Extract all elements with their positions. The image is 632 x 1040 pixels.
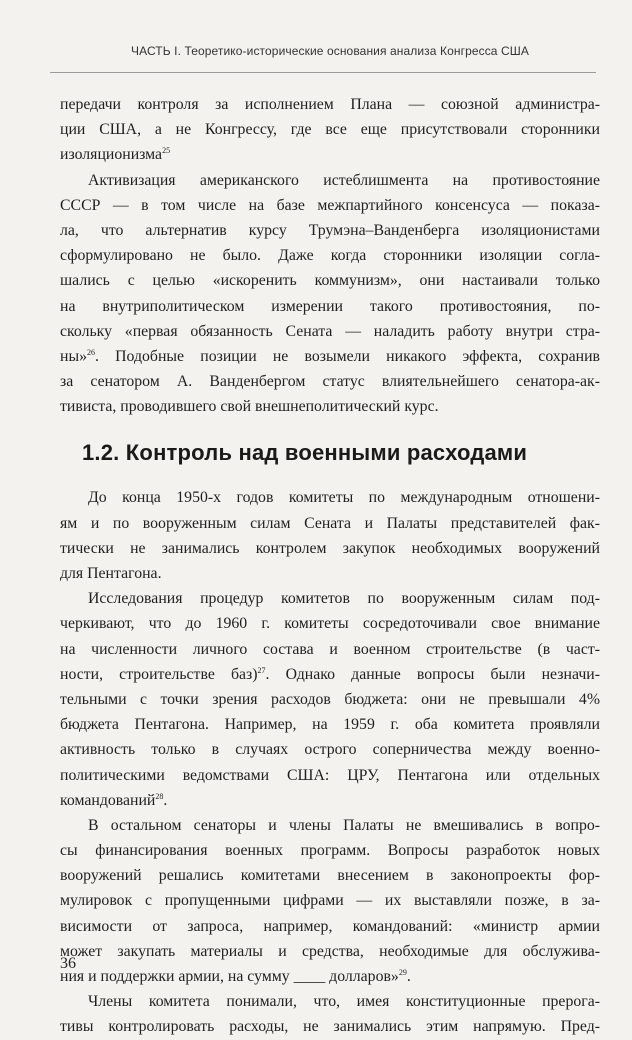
footnote-ref: 29: [398, 968, 407, 977]
text-line: тельными с точки зрения расходов бюджета: они не превышали 4%: [60, 690, 600, 708]
header-rule: [50, 72, 596, 73]
text-line: СССР — в том числе на базе межпартийного консенсуса — показа-: [60, 196, 600, 214]
text-line: вооружений решались комитетами внесением в законопроекты фор-: [60, 867, 600, 885]
text-line: [60, 344, 600, 369]
paragraph: [60, 813, 600, 989]
text-line: ям и по вооруженным силам Сената и Палаты представителей фак-: [60, 514, 600, 532]
paragraph: [60, 989, 600, 1039]
line-text: . Однако данные вопросы были незначи-: [265, 665, 600, 683]
text-line: ции США, а не Конгрессу, где все еще присутствовали сторонники: [60, 121, 600, 139]
text-line: ла, что альтернатив курсу Трумэна–Ванденберга изоляционистами: [60, 221, 600, 239]
page-number: 36: [60, 955, 76, 972]
text-line: тивиста, проводившего свой внешнеполитический курс.: [60, 398, 439, 416]
text-line: [60, 142, 600, 167]
text-line: шались с целью «искоренить коммунизм», они настаивали только: [60, 272, 600, 290]
text-line: тивы контролировать расходы, не занимались этим напрямую. Пред-: [60, 1018, 600, 1036]
text-line: на внутриполитическом измерении такого противостояния, по-: [60, 297, 600, 315]
footnote-ref: 26: [86, 347, 95, 357]
text-line: передачи контроля за исполнением Плана — союзной администра-: [60, 96, 600, 113]
text-line: В остальном сенаторы и члены Палаты не вмешивались в вопро-: [88, 816, 600, 834]
paragraph: [60, 168, 600, 420]
line-text: ния и поддержки армии, на сумму ____ долларов»: [60, 968, 399, 985]
text-line: Активизация американского истеблишмента на противостояние: [88, 171, 600, 189]
text-line: мулировок с пропущенными цифрами — их выставляли позже, в за-: [60, 892, 600, 910]
text-line: сы финансирования военных программ. Вопросы разработок новых: [60, 842, 600, 860]
text-line: сформулировано не было. Даже когда сторонники изоляции согла-: [60, 247, 600, 265]
footnote-ref: 25: [162, 146, 171, 156]
line-text: изоляционизма: [60, 146, 163, 164]
text-line: командований$^{28}$.: [60, 791, 168, 809]
text-line: политическими ведомствами США: ЦРУ, Пентагона или отдельных: [60, 766, 600, 784]
line-text: . Подобные позиции не возымели никакого эффекта, сохранив: [94, 347, 600, 365]
text-line: ния и поддержки армии, на сумму ____ долларов»$^{29}$.: [60, 968, 411, 985]
paragraph: [60, 485, 600, 586]
running-head: ЧАСТЬ I. Теоретико-исторические основания анализа Конгресса США: [131, 44, 529, 58]
footnote-ref: 28: [155, 791, 164, 801]
text-line: висимости от запроса, например, командований: «министр армии: [60, 917, 600, 935]
paragraph: [60, 586, 600, 813]
text-line: бюджета Пентагона. Например, на 1959 г. оба комитета проявляли: [60, 716, 600, 734]
text-line: активность только в случаях острого соперничества между военно-: [60, 741, 600, 759]
text-line: До конца 1950-х годов комитеты по международным отношени-: [88, 489, 600, 507]
page-body: [60, 92, 600, 1040]
footnote-ref: 27: [257, 665, 266, 675]
text-line: для Пентагона.: [60, 565, 162, 582]
line-text: ны»: [60, 347, 87, 365]
line-text: ности, строительстве баз): [60, 665, 258, 683]
text-line: скольку «первая обязанность Сената — наладить работу внутри стра-: [60, 322, 600, 340]
text-line: Члены комитета понимали, что, имея конституционные прерога-: [88, 993, 600, 1011]
text-line: за сенатором А. Ванденбергом статус влиятельнейшего сенатора-ак-: [60, 373, 600, 391]
text-line: [60, 662, 600, 687]
text-line: Исследования процедур комитетов по вооруженным силам под-: [88, 590, 600, 608]
section-heading: 1.2. Контроль над военными расходами: [82, 440, 528, 466]
text-line: тически не занимались контролем закупок необходимых вооружений: [60, 539, 600, 557]
text-line: может закупать материалы и средства, необходимые для обслужива-: [60, 942, 600, 960]
text-line: на численности личного состава и военном строительстве (в част-: [60, 640, 600, 658]
line-text: командований: [60, 791, 156, 809]
text-line: черкивают, что до 1960 г. комитеты сосредоточивали свое внимание: [60, 615, 600, 633]
paragraph: [60, 92, 600, 168]
